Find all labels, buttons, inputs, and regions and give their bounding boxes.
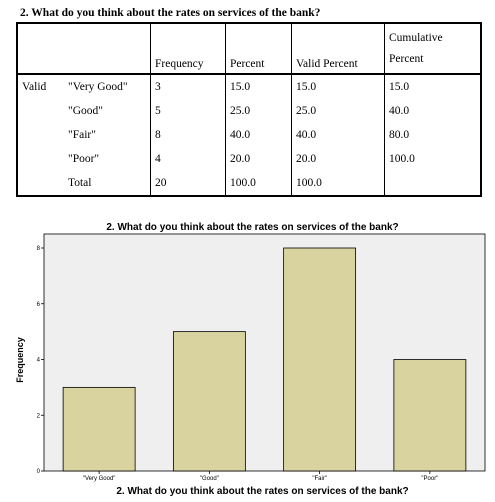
- row-percent: 40.0: [226, 123, 292, 147]
- header-percent: Percent: [226, 23, 292, 74]
- bar: [63, 387, 135, 471]
- x-tick-label: "Very Good": [82, 476, 116, 482]
- header-valid-percent: Valid Percent: [292, 23, 385, 74]
- header-cumulative-line2: Percent: [389, 53, 424, 65]
- y-tick-label: 4: [36, 357, 40, 364]
- row-cumulative: 40.0: [385, 99, 482, 123]
- x-tick-label: "Fair": [312, 476, 327, 482]
- row-category: "Good": [68, 105, 103, 117]
- row-category: "Fair": [68, 129, 96, 141]
- row-valid-percent: 15.0: [292, 74, 385, 99]
- row-valid-percent: 20.0: [292, 147, 385, 171]
- row-frequency: 3: [151, 74, 226, 99]
- header-cumulative-line1: Cumulative: [389, 32, 443, 44]
- row-cumulative: 80.0: [385, 123, 482, 147]
- x-axis-label: 2. What do you think about the rates on services of the bank?: [116, 486, 409, 497]
- row-valid-percent: 25.0: [292, 99, 385, 123]
- row-frequency: 8: [151, 123, 226, 147]
- row-cumulative: 100.0: [385, 147, 482, 171]
- x-tick-label: "Poor": [421, 476, 439, 482]
- chart-title: 2. What do you think about the rates on services of the bank?: [106, 222, 399, 233]
- y-tick-label: 0: [36, 469, 40, 475]
- row-frequency: 5: [151, 99, 226, 123]
- row-category: Total: [68, 177, 92, 189]
- y-tick-label: 8: [36, 246, 40, 252]
- bar: [173, 332, 245, 471]
- row-frequency: 4: [151, 147, 226, 171]
- row-valid-percent: 100.0: [292, 171, 385, 196]
- row-category: "Very Good": [68, 81, 128, 93]
- row-percent: 15.0: [226, 74, 292, 99]
- y-axis-label: Frequency: [15, 337, 25, 383]
- row-percent: 25.0: [226, 99, 292, 123]
- valid-label: Valid: [22, 81, 47, 93]
- y-tick-label: 2: [36, 413, 40, 420]
- row-category: "Poor": [68, 153, 100, 165]
- x-tick-label: "Good": [199, 476, 219, 482]
- row-cumulative: 15.0: [385, 74, 482, 99]
- row-valid-percent: 40.0: [292, 123, 385, 147]
- row-percent: 20.0: [226, 147, 292, 171]
- header-frequency: Frequency: [151, 23, 226, 74]
- row-percent: 100.0: [226, 171, 292, 196]
- row-frequency: 20: [151, 171, 226, 196]
- bar: [394, 360, 466, 472]
- y-tick-label: 6: [36, 301, 40, 308]
- bar: [284, 248, 356, 471]
- table-title: 2. What do you think about the rates on services of the bank?: [20, 7, 321, 19]
